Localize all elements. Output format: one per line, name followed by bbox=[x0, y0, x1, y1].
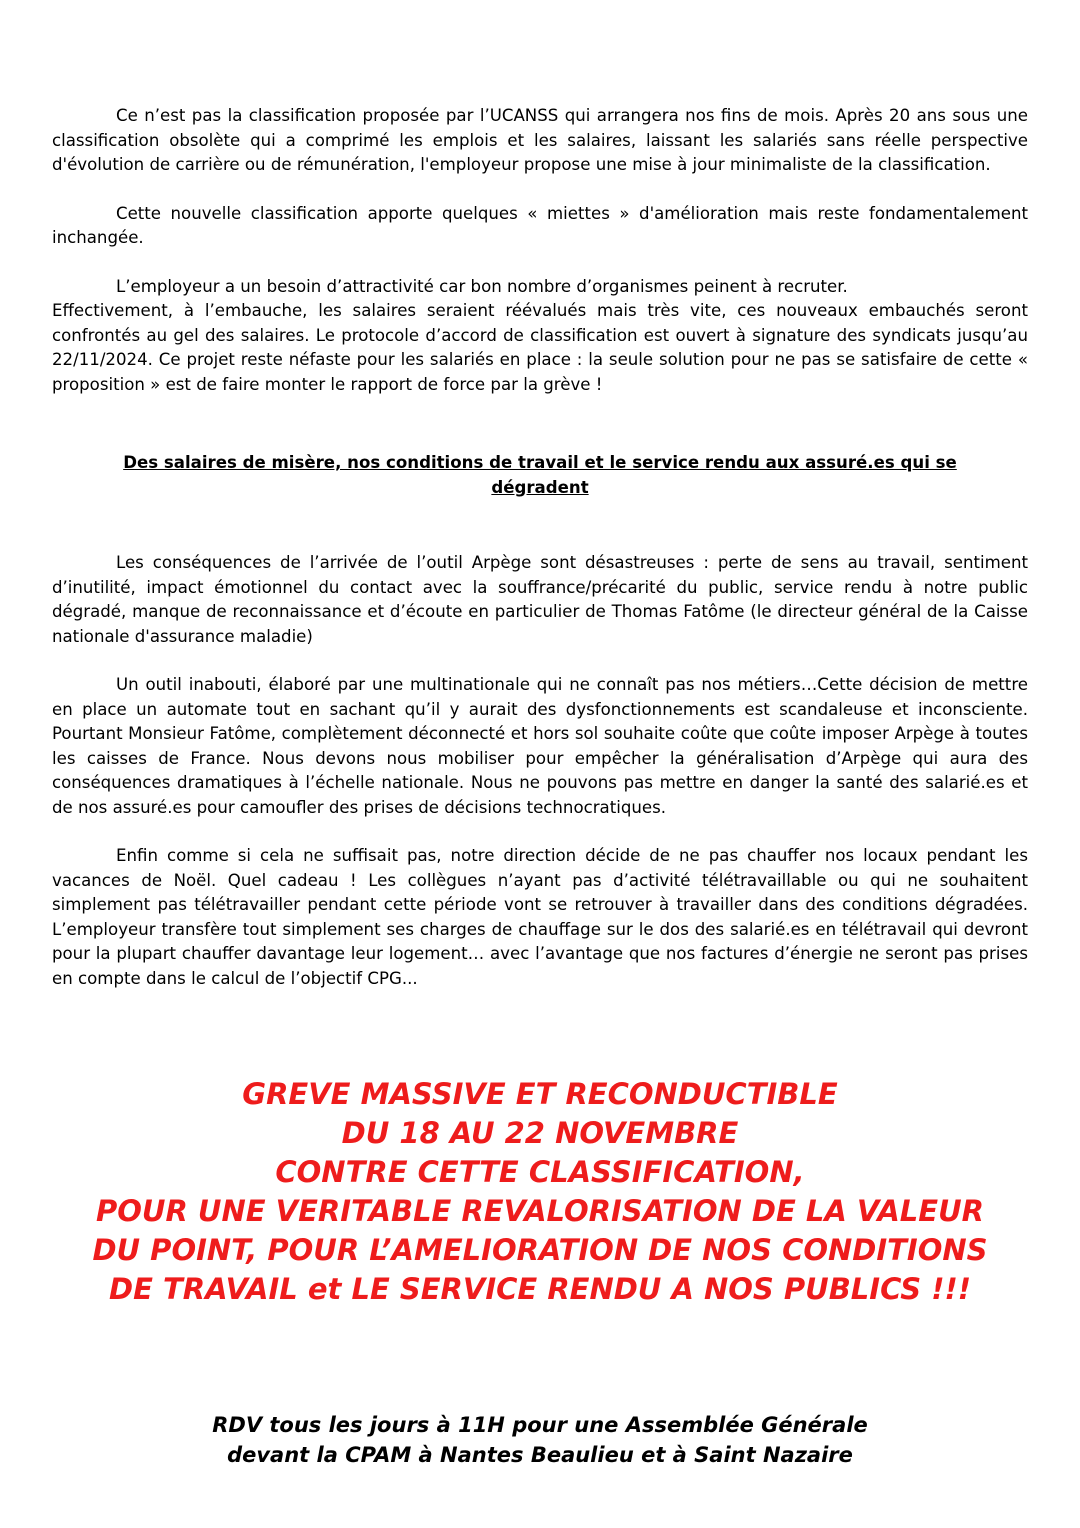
callout-line: GREVE MASSIVE ET RECONDUCTIBLE bbox=[242, 1077, 838, 1111]
callout-line: CONTRE CETTE CLASSIFICATION, bbox=[275, 1155, 805, 1189]
rdv-line: devant la CPAM à Nantes Beaulieu et à Saint Nazaire bbox=[227, 1443, 853, 1467]
paragraph-attractivite bbox=[52, 275, 1028, 398]
callout-line: DU 18 AU 22 NOVEMBRE bbox=[341, 1116, 739, 1150]
rdv-line: RDV tous les jours à 11H pour une Assemblée Générale bbox=[212, 1413, 868, 1437]
paragraph-classification-ucanss: Ce n’est pas la classification proposée par l’UCANSS qui arrangera nos fins de mois. Après 20 ans sous une classification obsolète qui a comprimé les emplois et les salaires, laissant les salariés sans réelle perspective d'évolution de carrière ou de rémunération, l'employeur propose une mise à jour minimaliste de la classification. bbox=[52, 106, 1028, 174]
callout-line: POUR UNE VERITABLE REVALORISATION DE LA VALEUR bbox=[96, 1194, 984, 1228]
paragraph-outil-inabouti: Un outil inabouti, élaboré par une multinationale qui ne connaît pas nos métiers…Cette décision de mettre en place un automate tout en sachant qu’il y aurait des dysfonctionnements est scandaleuse et inconsciente. Pourtant Monsieur Fatôme, complètement déconnecté et hors sol souhaite coûte que coûte imposer Arpège à toutes les caisses de France. Nous devons nous mobiliser pour empêcher la généralisation d’Arpège qui aura des conséquences dramatiques à l’échelle nationale. Nous ne pouvons pas mettre en danger la santé des salarié.es et de nos assuré.es pour camoufler des prises de décisions technocratiques. bbox=[52, 675, 1028, 817]
strike-callout bbox=[0, 1075, 1080, 1309]
callout-line: DE TRAVAIL et LE SERVICE RENDU A NOS PUBLICS !!! bbox=[109, 1272, 971, 1306]
paragraph-attractivite-first: L’employeur a un besoin d’attractivité car bon nombre d’organismes peinent à recruter. bbox=[116, 276, 848, 296]
callout-line: DU POINT, POUR L’AMELIORATION DE NOS CONDITIONS bbox=[92, 1233, 988, 1267]
paragraph-nouvelle-classification: Cette nouvelle classification apporte quelques « miettes » d'amélioration mais reste fondamentalement inchangée. bbox=[52, 203, 1028, 247]
paragraph-attractivite-rest: Effectivement, à l’embauche, les salaires seraient réévalués mais très vite, ces nouveaux embauchés seront confrontés au gel des salaires. Le protocole d’accord de classification est ouvert à signature des syndicats jusqu’au 22/11/2024. Ce projet reste néfaste pour les salariés en place : la seule solution pour ne pas se satisfaire de cette « proposition » est de faire monter le rapport de force par la grève ! bbox=[52, 301, 1028, 394]
rdv-notice bbox=[0, 1410, 1080, 1470]
section-heading: Des salaires de misère, nos conditions de travail et le service rendu aux assuré.es qui se dégradent bbox=[123, 453, 957, 497]
paragraph-arpege-consequences: Les conséquences de l’arrivée de l’outil Arpège sont désastreuses : perte de sens au travail, sentiment d’inutilité, impact émotionnel du contact avec la souffrance/précarité du public, service rendu à notre public dégradé, manque de reconnaissance et d’écoute en particulier de Thomas Fatôme (le directeur général de la Caisse nationale d'assurance maladie) bbox=[52, 553, 1028, 646]
paragraph-chauffage: Enfin comme si cela ne suffisait pas, notre direction décide de ne pas chauffer nos locaux pendant les vacances de Noël. Quel cadeau ! Les collègues n’ayant pas d’activité télétravaillable ou qui ne souhaitent simplement pas télétravailler pendant cette période vont se retrouver à travailler dans des conditions dégradées. L’employeur transfère tout simplement ses charges de chauffage sur le dos des salarié.es en télétravail qui devront pour la plupart chauffer davantage leur logement… avec l’avantage que nos factures d’énergie ne seront pas prises en compte dans le calcul de l’objectif CPG... bbox=[52, 846, 1028, 988]
